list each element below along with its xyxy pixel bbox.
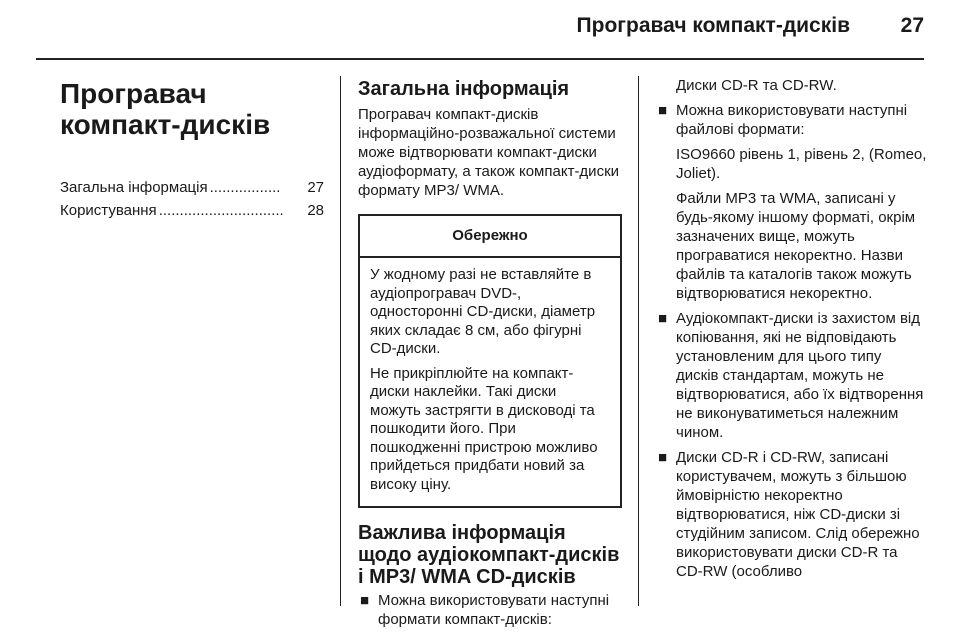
- toc-leader-dots: .................: [209, 179, 281, 196]
- chapter-title: Програвач компакт-дисків: [60, 78, 271, 140]
- section-title-important: Важлива інформація щодо аудіокомпакт-дисків і MP3/ WMA CD-дисків: [358, 522, 620, 588]
- middle-column: [358, 78, 622, 629]
- column-divider-1: [340, 76, 341, 606]
- bullet-square-icon: ■: [658, 449, 668, 466]
- toc-entry-label: Користування: [60, 202, 157, 219]
- caution-body: [360, 258, 620, 506]
- caution-title: Обережно: [360, 216, 620, 258]
- caution-box: [358, 214, 622, 508]
- toc-entry-page: 27: [307, 179, 324, 196]
- bullet-text: Аудіокомпакт-диски із захистом від копіювання, які не відповідають установленим для цього типу дисків стандартам, можуть не відтворюватися, або їх відтворення не виконуватиметься належним чином.: [676, 310, 924, 441]
- sub-paragraph: Файли MP3 та WMA, записані у будь-якому іншому форматі, окрім зазначених вище, можуть програватися некоректно. Назви файлів та каталогів також можуть відтворюватися некоректно.: [676, 190, 916, 302]
- toc-entry-label: Загальна інформація: [60, 179, 208, 196]
- bullet-text: Можна використовувати наступні формати компакт-дисків:: [378, 592, 610, 628]
- toc-entry-page: 28: [307, 202, 324, 219]
- sub-paragraph: ISO9660 рівень 1, рівень 2, (Romeo, Joliet).: [676, 146, 927, 182]
- bullet-item: [656, 101, 928, 303]
- toc-entry[interactable]: [60, 199, 324, 222]
- general-info-text: Програвач компакт-дисків інформаційно-розважальної системи може відтворювати компакт-диски аудіоформату, а також компакт-диски формату MP3/ WMA.: [358, 106, 620, 199]
- bullet-square-icon: ■: [658, 102, 668, 119]
- bullet-item: [358, 591, 622, 629]
- bullet-square-icon: ■: [658, 310, 668, 327]
- running-header-title: Програвач компакт-дисків: [576, 14, 850, 37]
- toc-leader-dots: ..............................: [158, 202, 284, 219]
- caution-paragraph: У жодному разі не вставляйте в аудіопрогравач DVD-, односторонні CD-диски, діаметр яких складає 8 см, або фігурні CD-диски.: [370, 266, 596, 357]
- page-number: 27: [900, 14, 924, 37]
- continuation-text: Диски CD-R та CD-RW.: [676, 77, 837, 94]
- section-title-general: Загальна інформація: [358, 78, 570, 100]
- bullet-text: Можна використовувати наступні файлові формати:: [676, 102, 908, 138]
- column-divider-2: [638, 76, 639, 606]
- bullet-item: [656, 448, 928, 581]
- caution-paragraph: Не прикріплюйте на компакт-диски наклейки. Такі диски можуть застрягти в дисководі та пошкодити його. При пошкодженні пристрою можливо прийдеться придбати новий за високу ціну.: [370, 364, 598, 493]
- header-divider: [36, 58, 924, 60]
- bullet-text: Диски CD-R і CD-RW, записані користувачем, можуть з більшою ймовірністю некоректно відтворюватися, ніж CD-диски зі студійним записом. Слід обережно використовувати диски CD-R та CD-RW (особливо: [676, 449, 920, 580]
- right-column: [656, 76, 928, 581]
- toc-entry[interactable]: [60, 176, 324, 199]
- chapter-column: [60, 78, 324, 222]
- bullet-item: [656, 309, 928, 442]
- bullet-square-icon: ■: [360, 592, 370, 609]
